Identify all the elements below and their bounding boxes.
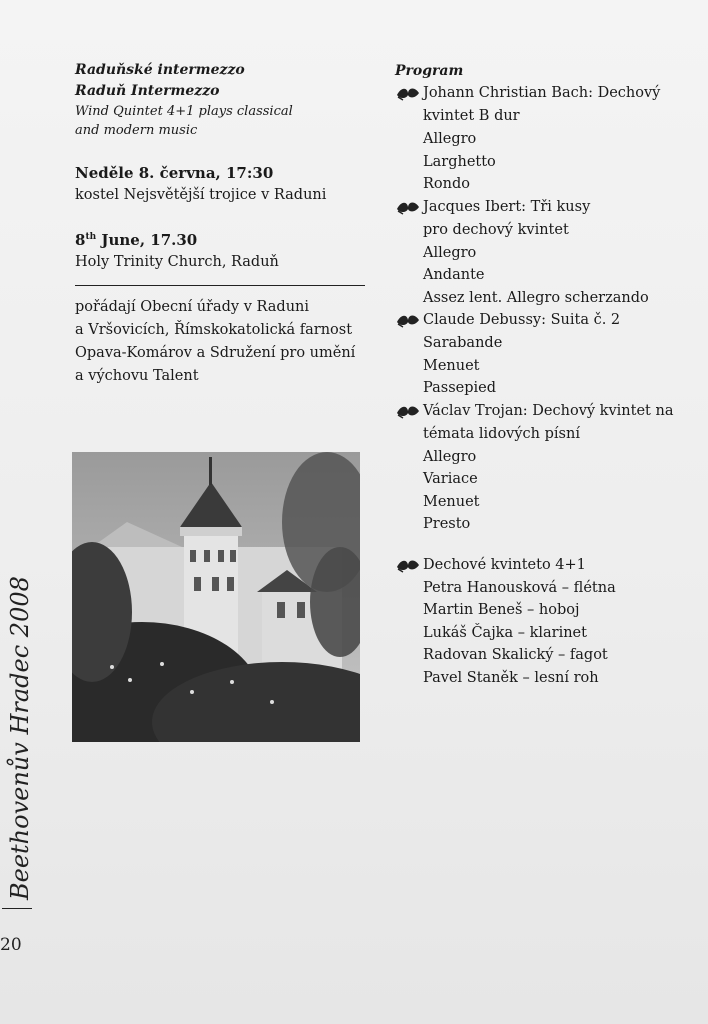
divider bbox=[75, 285, 365, 286]
organizers-line: pořádají Obecní úřady v Raduni bbox=[75, 299, 310, 315]
piece-title-line: pro dechový kvintet bbox=[423, 221, 569, 238]
ensemble-member: Radovan Skalický – fagot bbox=[423, 647, 608, 663]
page-number: 20 bbox=[0, 935, 22, 955]
footer-rule bbox=[2, 908, 32, 909]
event-title-cz: Raduňské intermezzo bbox=[75, 62, 245, 78]
piece-title-line: Jacques Ibert: Tři kusy bbox=[423, 198, 591, 215]
movement: Passepied bbox=[423, 380, 496, 396]
english-venue: Holy Trinity Church, Raduň bbox=[75, 254, 279, 270]
english-date-day: 8 bbox=[75, 231, 86, 249]
program-piece bbox=[395, 309, 695, 332]
fleuron-icon bbox=[395, 555, 421, 573]
ensemble-block bbox=[395, 554, 695, 690]
movement: Menuet bbox=[423, 493, 480, 510]
program-piece bbox=[395, 196, 695, 242]
fleuron-icon bbox=[395, 310, 421, 328]
piece-title-line: kvintet B dur bbox=[423, 108, 520, 124]
piece-title-line: témata lidových písní bbox=[423, 425, 580, 442]
program-piece bbox=[395, 400, 695, 446]
ensemble-member: Pavel Staněk – lesní roh bbox=[423, 669, 599, 686]
ensemble-member: Petra Hanousková – flétna bbox=[423, 579, 616, 596]
ensemble-member: Lukáš Čajka – klarinet bbox=[423, 624, 587, 641]
english-date-suffix: th bbox=[85, 232, 97, 242]
movement: Andante bbox=[423, 267, 485, 283]
castle-illustration bbox=[72, 452, 360, 742]
event-title-en: Raduň Intermezzo bbox=[75, 83, 220, 99]
piece-title-line: Václav Trojan: Dechový kvintet na bbox=[423, 402, 674, 419]
czech-venue: kostel Nejsvětější trojice v Raduni bbox=[75, 187, 327, 203]
english-date bbox=[75, 226, 365, 251]
movement: Rondo bbox=[423, 176, 470, 192]
ensemble-name: Dechové kvinteto 4+1 bbox=[423, 556, 586, 573]
movement: Presto bbox=[423, 516, 471, 532]
fleuron-icon bbox=[395, 197, 421, 215]
organizers-line: Opava-Komárov a Sdružení pro umění bbox=[75, 345, 356, 361]
program-heading: Program bbox=[395, 63, 464, 79]
piece-title-line: Johann Christian Bach: Dechový bbox=[423, 85, 661, 101]
ensemble-member: Martin Beneš – hoboj bbox=[423, 602, 580, 618]
fleuron-icon bbox=[395, 401, 421, 419]
fleuron-icon bbox=[395, 83, 421, 101]
movement: Assez lent. Allegro scherzando bbox=[423, 289, 649, 306]
organizers bbox=[75, 296, 365, 388]
ensemble-name-row bbox=[395, 554, 695, 577]
event-subtitle-1: Wind Quintet 4+1 plays classical bbox=[75, 104, 293, 119]
english-date-rest: June, 17.30 bbox=[96, 231, 198, 249]
program-section bbox=[395, 60, 695, 689]
running-title: Beethovenův Hradec 2008 bbox=[6, 576, 34, 900]
organizers-line: a Vršovicích, Římskokatolická farnost bbox=[75, 322, 353, 338]
movement: Allegro bbox=[423, 131, 477, 147]
piece-title-line: Claude Debussy: Suita č. 2 bbox=[423, 312, 621, 328]
movement: Allegro bbox=[423, 448, 477, 465]
program-list bbox=[395, 82, 695, 536]
event-info bbox=[75, 60, 365, 388]
event-subtitle-2: and modern music bbox=[75, 123, 198, 138]
movement: Sarabande bbox=[423, 335, 503, 351]
movement: Allegro bbox=[423, 244, 477, 261]
movement: Variace bbox=[423, 471, 478, 487]
movement: Larghetto bbox=[423, 153, 496, 170]
czech-date: Neděle 8. června, 17:30 bbox=[75, 164, 274, 182]
movement: Menuet bbox=[423, 357, 480, 374]
organizers-line: a výchovu Talent bbox=[75, 368, 199, 384]
program-piece bbox=[395, 82, 695, 128]
castle-photo bbox=[72, 452, 360, 742]
